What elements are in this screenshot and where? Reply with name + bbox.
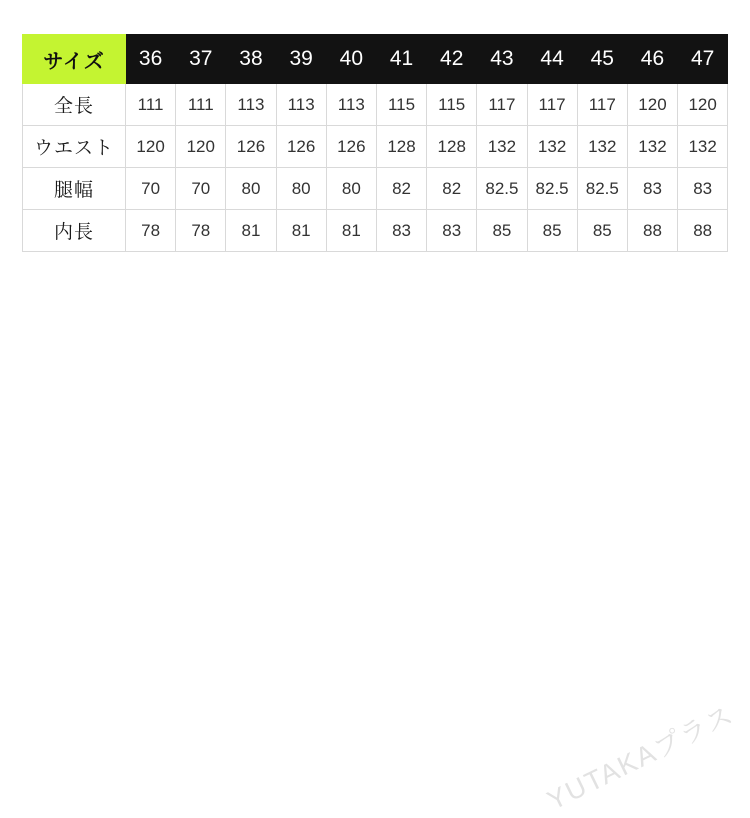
- cell: 85: [527, 210, 577, 252]
- cell: 132: [627, 126, 677, 168]
- column-header-43: 43: [477, 35, 527, 84]
- cell: 88: [678, 210, 728, 252]
- column-header-47: 47: [678, 35, 728, 84]
- cell: 132: [577, 126, 627, 168]
- table-row: [23, 210, 728, 252]
- cell: 113: [276, 84, 326, 126]
- cell: 113: [326, 84, 376, 126]
- cell: 128: [427, 126, 477, 168]
- cell: 120: [678, 84, 728, 126]
- column-header-40: 40: [326, 35, 376, 84]
- cell: 78: [126, 210, 176, 252]
- column-header-46: 46: [627, 35, 677, 84]
- cell: 80: [226, 168, 276, 210]
- column-header-45: 45: [577, 35, 627, 84]
- cell: 120: [126, 126, 176, 168]
- cell: 85: [577, 210, 627, 252]
- cell: 81: [276, 210, 326, 252]
- table-row: [23, 84, 728, 126]
- table-row: [23, 168, 728, 210]
- cell: 120: [627, 84, 677, 126]
- cell: 83: [627, 168, 677, 210]
- table-body: [23, 84, 728, 252]
- cell: 111: [126, 84, 176, 126]
- cell: 82.5: [477, 168, 527, 210]
- size-label-cell: サイズ: [23, 35, 126, 84]
- cell: 80: [326, 168, 376, 210]
- cell: 70: [176, 168, 226, 210]
- cell: 82: [427, 168, 477, 210]
- cell: 83: [427, 210, 477, 252]
- row-label-thigh-width: 腿幅: [23, 168, 126, 210]
- cell: 132: [678, 126, 728, 168]
- cell: 115: [376, 84, 426, 126]
- table-header-row: [23, 35, 728, 84]
- column-header-39: 39: [276, 35, 326, 84]
- cell: 128: [376, 126, 426, 168]
- cell: 70: [126, 168, 176, 210]
- cell: 126: [326, 126, 376, 168]
- cell: 81: [326, 210, 376, 252]
- size-chart-table: [22, 34, 728, 252]
- cell: 117: [477, 84, 527, 126]
- cell: 126: [276, 126, 326, 168]
- cell: 81: [226, 210, 276, 252]
- cell: 113: [226, 84, 276, 126]
- table-head: [23, 35, 728, 84]
- cell: 83: [678, 168, 728, 210]
- cell: 120: [176, 126, 226, 168]
- cell: 88: [627, 210, 677, 252]
- cell: 132: [477, 126, 527, 168]
- size-chart-container: [22, 34, 728, 252]
- cell: 85: [477, 210, 527, 252]
- cell: 82.5: [527, 168, 577, 210]
- cell: 111: [176, 84, 226, 126]
- cell: 80: [276, 168, 326, 210]
- row-label-waist: ウエスト: [23, 126, 126, 168]
- cell: 132: [527, 126, 577, 168]
- column-header-41: 41: [376, 35, 426, 84]
- cell: 117: [527, 84, 577, 126]
- cell: 126: [226, 126, 276, 168]
- cell: 117: [577, 84, 627, 126]
- cell: 83: [376, 210, 426, 252]
- row-label-total-length: 全長: [23, 84, 126, 126]
- column-header-44: 44: [527, 35, 577, 84]
- cell: 78: [176, 210, 226, 252]
- column-header-37: 37: [176, 35, 226, 84]
- watermark-text: YUTAKAプラス: [542, 699, 740, 816]
- row-label-inseam: 内長: [23, 210, 126, 252]
- cell: 82.5: [577, 168, 627, 210]
- cell: 115: [427, 84, 477, 126]
- cell: 82: [376, 168, 426, 210]
- column-header-38: 38: [226, 35, 276, 84]
- column-header-42: 42: [427, 35, 477, 84]
- column-header-36: 36: [126, 35, 176, 84]
- table-row: [23, 126, 728, 168]
